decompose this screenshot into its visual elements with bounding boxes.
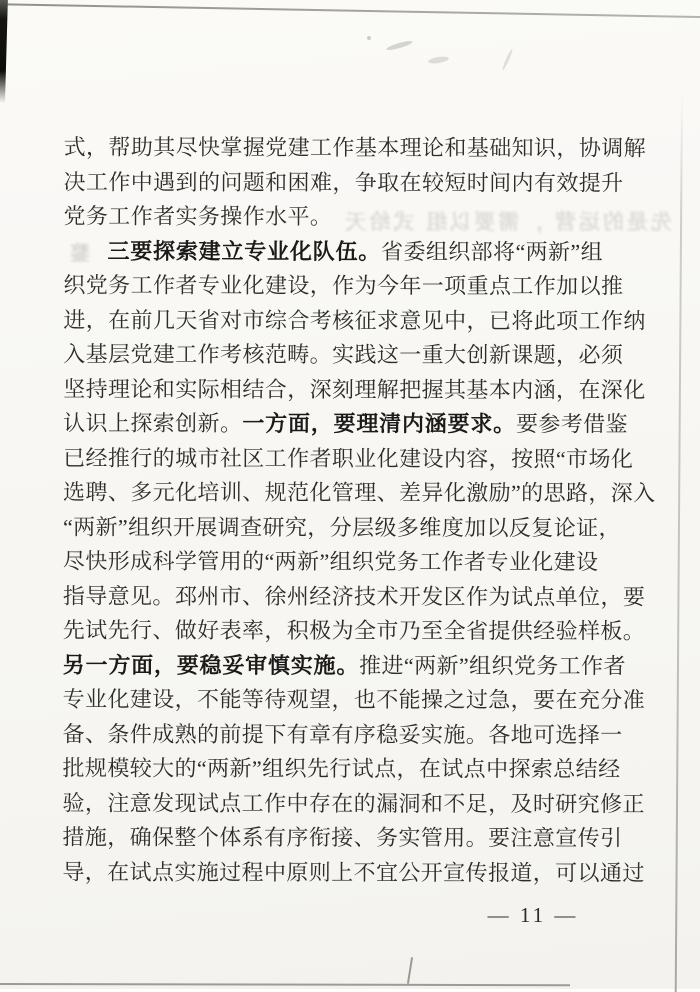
text-line [63,441,643,477]
body-text: 式，帮助其尽快掌握党建工作基本理论和基础知识，协调解 [63,134,647,161]
body-text: 备、条件成熟的前提下有章有序稳妥实施。各地可选择一 [62,720,623,747]
body-text: 专业化建设，不能等待观望，也不能操之过急，要在充分准 [62,686,646,713]
bleed-through-text: 先是的运营 ，需要以组 式给天 [342,211,672,234]
body-text: 验，注意发现试点工作中存在的漏洞和不足，及时研究修正 [62,789,645,817]
text-line [62,682,646,718]
text-line [63,510,643,546]
body-text: 要参考借鉴 [515,411,629,437]
body-text: 认识上探索创新。 [63,410,243,436]
body-text: 织党务工作者专业化建设，作为今年一项重点工作加以推 [63,272,624,299]
text-line [62,820,642,856]
text-line [63,717,643,753]
body-text: 批规模较大的“两新”组织先行试点，在试点中探索总结经 [62,755,621,782]
text-line [63,406,643,442]
bleed-through-text: 鍪 [70,243,90,263]
body-text: 先试先行、做好表率，积极为全市乃至全省提供经验样板。 [62,617,646,644]
body-text: 进，在前几天省对市综合考核征求意见中，已将此项工作纳 [63,306,646,334]
bold-emphasis-text: 一方面，要理清内涵要求。 [242,410,516,437]
text-line [63,199,643,235]
text-line [62,855,645,891]
body-text: 已经推行的城市社区工作者职业化建设内容，按照“市场化 [63,444,634,471]
body-text: 入基层党建工作考核范畴。实践这一重大创新课题，必须 [63,341,624,368]
text-line [62,786,645,822]
text-line [63,475,656,511]
page-number: — 11 — [487,903,579,927]
text-line [62,579,646,615]
text-line [63,372,646,408]
text-line [63,303,646,339]
document-text [62,130,656,890]
text-line [63,130,647,166]
body-text: 尽快形成科学管用的“两新”组织党务工作者专业化建设 [62,548,599,575]
body-text: 党务工作者实务操作水平。 [63,203,333,229]
body-text: 决工作中遇到的问题和困难，争取在较短时间内有效提升 [63,168,624,195]
text-line [63,751,643,787]
smudge-mark [367,36,371,40]
body-text: “两新”组织开展调查研究，分层级多维度加以反复论证， [62,513,621,540]
text-line [63,544,643,580]
text-line [63,648,643,684]
body-text: 坚持理论和实际相结合，深刻理解把握其基本内涵，在深化 [63,375,646,403]
bold-emphasis-text: 三要探索建立专业化队伍。 [107,238,382,264]
text-line [63,337,643,373]
body-text: 措施，确保整个体系有序衔接、务实管用。要注意宣传引 [62,824,623,851]
text-line [63,234,643,270]
bold-emphasis-text: 另一方面，要稳妥审慎实施。 [62,651,360,678]
text-line [64,165,644,201]
body-text: 省委组织部将“两新”组 [381,238,604,264]
body-text: 推进“两新”组织党务工作者 [359,652,626,678]
body-text: 选聘、多元化培训、规范化管理、差异化激励”的思路，深入 [63,479,656,506]
body-text: 指导意见。邳州市、徐州经济技术开发区作为试点单位，要 [62,582,646,610]
body-text: 导，在试点实施过程中原则上不宜公开宣传报道，可以通过 [62,858,645,886]
text-line [62,613,646,649]
text-line [63,268,643,304]
